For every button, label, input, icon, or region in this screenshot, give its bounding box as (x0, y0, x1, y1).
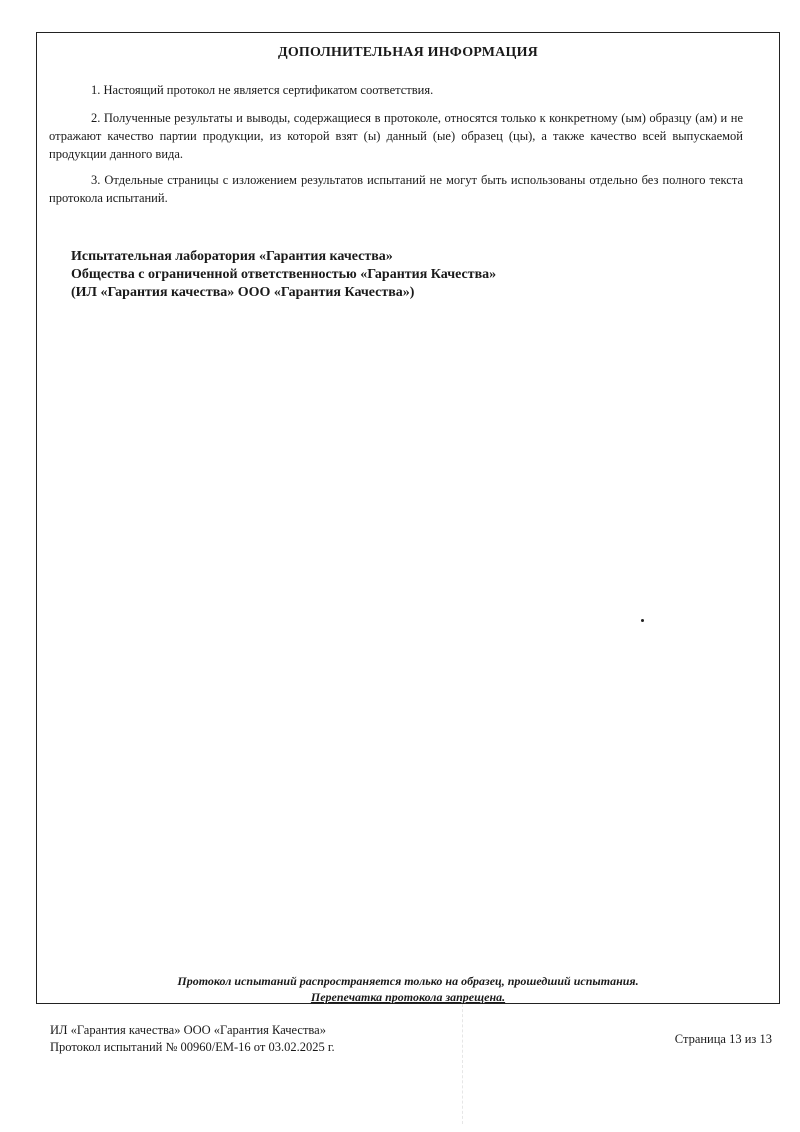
paragraph-1: 1. Настоящий протокол не является сертификатом соответствия. (91, 83, 434, 97)
page-number: Страница 13 из 13 (674, 1032, 772, 1046)
paragraph-3: 3. Отдельные страницы с изложением результатов испытаний не могут быть использованы отдельно без полного текста протокола испытаний. (49, 173, 743, 205)
fold-line (462, 1004, 463, 1124)
laboratory-line-3: (ИЛ «Гарантия качества» ООО «Гарантия Качества») (71, 285, 415, 300)
section-heading: ДОПОЛНИТЕЛЬНАЯ ИНФОРМАЦИЯ (278, 45, 538, 60)
protocol-note-line-1: Протокол испытаний распространяется только на образец, прошедший испытания. (177, 974, 639, 988)
footer-protocol: Протокол испытаний № 00960/ЕМ-16 от 03.02.2025 г. (50, 1040, 335, 1054)
laboratory-line-2: Общества с ограниченной ответственностью «Гарантия Качества» (71, 267, 497, 282)
laboratory-line-1: Испытательная лаборатория «Гарантия качества» (71, 249, 393, 264)
scan-speck (641, 619, 644, 622)
protocol-note (37, 973, 779, 1005)
laboratory-block (71, 248, 496, 302)
footer-org: ИЛ «Гарантия качества» ООО «Гарантия Качества» (50, 1023, 326, 1037)
paragraph-2: 2. Полученные результаты и выводы, содержащиеся в протоколе, относятся только к конкретному (ым) образцу (ам) и не отражают качество партии продукции, из которой взят (ы) данный (ые) образец (цы), а также качество всей выпускаемой продукции данного вида. (49, 111, 743, 161)
footer-left (50, 1022, 335, 1056)
document-frame (36, 32, 780, 1004)
protocol-note-line-2: Перепечатка протокола запрещена. (310, 990, 506, 1004)
